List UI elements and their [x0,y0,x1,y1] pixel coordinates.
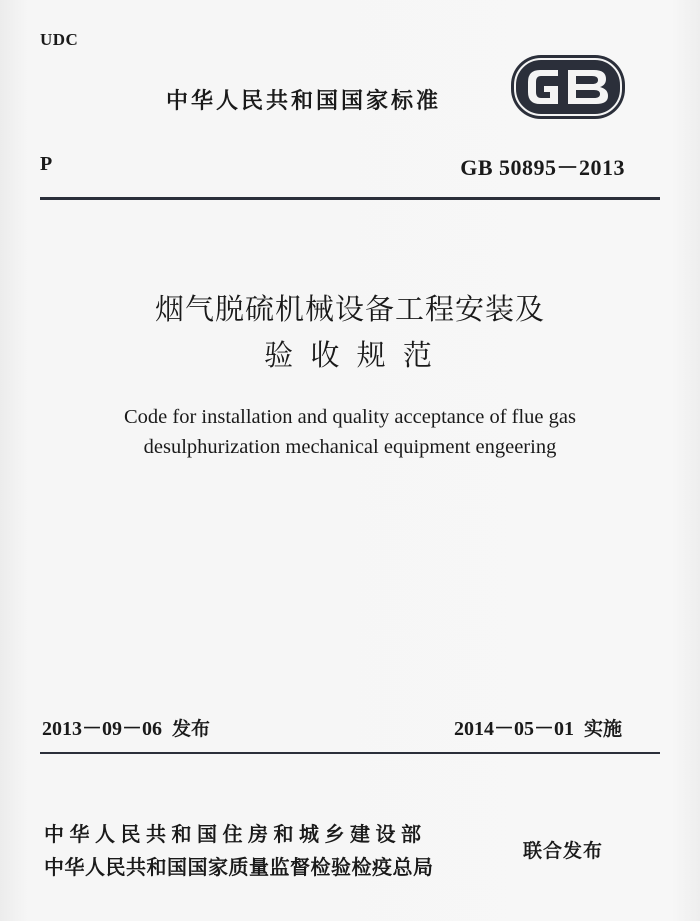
title-english-line1: Code for installation and quality acceptance of flue gas [124,406,576,428]
implement-label: 实施 [583,718,622,740]
issue-date-block [42,712,210,741]
udc-label: UDC [40,30,79,49]
issue-date: 2013－09－06 [42,718,162,740]
issuer-aqsiq: 中华人民共和国国家质量监督检验检疫总局 [44,855,434,879]
issue-label: 发布 [172,718,211,740]
title-chinese-line1: 烟气脱硫机械设备工程安装及 [154,292,545,326]
issuer-ministry-housing: 中华人民共和国住房和城乡建设部 [44,822,427,846]
bottom-divider [40,752,660,754]
category-code: P [40,153,53,175]
title-chinese-line2: 验 收 规 范 [264,338,436,372]
national-standard-heading: 中华人民共和国国家标准 [166,89,442,114]
top-divider [40,197,660,200]
gb-logo [510,54,626,120]
standard-number: GB 50895－2013 [460,155,625,180]
implement-date: 2014－05－01 [453,718,574,740]
joint-issue-label: 联合发布 [523,840,604,862]
title-english-line2: desulphurization mechanical equipment engeering [143,436,557,458]
implement-date-block [454,712,622,741]
